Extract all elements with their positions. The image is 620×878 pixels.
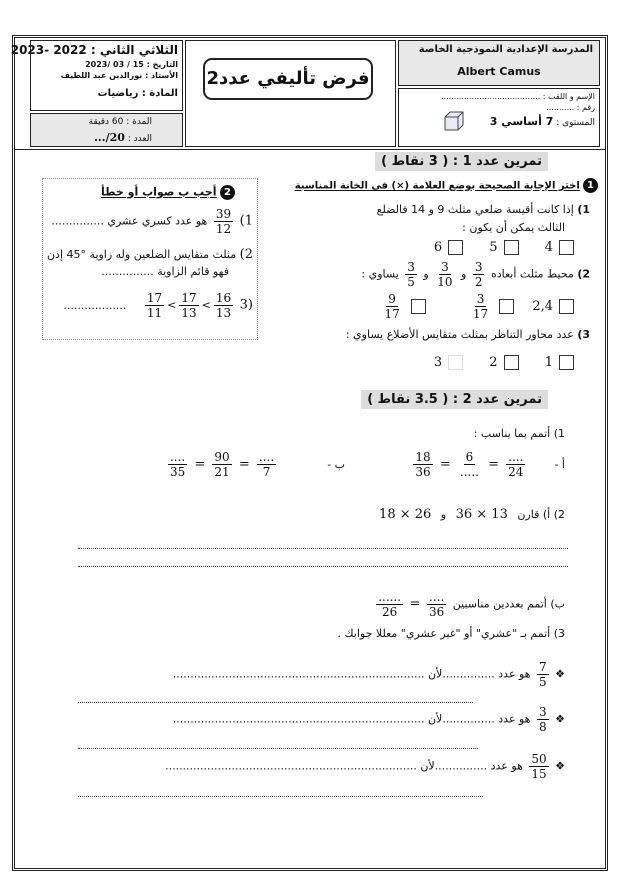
tf-item-3 — [63, 291, 253, 320]
tf-answer-blank[interactable]: .................. — [63, 298, 127, 312]
subject: المادة : رياضيات — [97, 88, 178, 99]
duration-box — [30, 113, 183, 147]
q1-options — [434, 240, 580, 255]
q1-option-label: 5 — [489, 240, 498, 255]
q1-option-checkbox[interactable] — [504, 240, 519, 255]
duration: المدة : 60 دقيقة — [88, 117, 152, 127]
equals: = — [194, 457, 206, 472]
numerator: 17 — [146, 291, 163, 305]
denominator: 13 — [181, 306, 197, 320]
denominator: 15 — [531, 767, 547, 781]
q1 — [377, 203, 590, 216]
date: التاريخ : 15 / 03 /2023 — [85, 60, 178, 69]
and-word: و — [440, 508, 447, 521]
part1-instruction: اختر الإجابة الصحيحة بوضع العلامة (×) في الخانة المناسبة — [294, 180, 580, 192]
q3-text: عدد محاور التناظر بمثلث متقايس الأضلاع يساوي : — [345, 328, 574, 341]
numerator[interactable]: .... — [258, 450, 275, 464]
answer-line[interactable] — [78, 702, 473, 703]
q3-option-label: 2 — [489, 355, 498, 370]
numerator[interactable]: .... — [429, 590, 445, 604]
numerator: 3 — [441, 260, 449, 274]
denominator: 17 — [472, 307, 489, 321]
greater-than: > — [167, 298, 177, 312]
q3-option-label: 3 — [433, 355, 443, 370]
ex2-title: تمرين عدد 2 : ( 3.5 نقاط ) — [361, 390, 548, 409]
level-value: 7 أساسي 3 — [489, 115, 554, 128]
numerator: 6 — [465, 450, 474, 464]
q2b-label: ب) أتمم بعددين مناسبين — [452, 597, 565, 611]
q2-text-a: محيط مثلث أبعاده — [490, 267, 574, 281]
q3-number: 3) — [577, 328, 590, 341]
denominator: 10 — [437, 275, 453, 289]
tf-item-text: هو عدد كسري عشري — [107, 214, 208, 228]
denominator: 11 — [146, 306, 163, 320]
q2-fraction — [435, 260, 454, 289]
grade-value: .../20 — [94, 131, 125, 144]
denominator: 7 — [262, 465, 271, 479]
term: الثلاثي الثاني : 2022 -2023 — [10, 43, 178, 57]
ex2-q1-label: 1) أتمم بما يناسب : — [473, 427, 565, 440]
tf-item-number: 2) — [239, 247, 253, 262]
q2-number: 2) — [577, 267, 590, 281]
q2-fraction — [473, 260, 485, 289]
denominator: 36 — [429, 605, 445, 619]
answer-line[interactable] — [78, 566, 568, 567]
student-number-field[interactable]: رقم : ........... — [546, 103, 595, 112]
tf-item-number: 1) — [239, 213, 253, 229]
q3-option-checkbox[interactable] — [504, 355, 519, 370]
teacher: الأستاذ : نورالدين عبد اللطيف — [60, 71, 178, 80]
numerator: 3 — [407, 260, 415, 274]
q2a-label: 2) أ) قارن — [517, 508, 565, 521]
school-name-latin: Albert Camus — [457, 65, 541, 78]
title-box — [185, 40, 396, 147]
denominator: 17 — [384, 307, 400, 321]
exam-info-box — [10, 40, 183, 111]
school-box — [398, 40, 600, 86]
denominator: 12 — [215, 222, 232, 236]
numerator[interactable]: .... — [169, 450, 186, 464]
decimal-item — [173, 705, 565, 734]
q3-option-checkbox[interactable] — [448, 355, 463, 370]
part-a-label: أ - — [554, 458, 565, 471]
numerator[interactable]: .... — [508, 450, 524, 464]
ex2-q2a — [373, 507, 565, 522]
q2-options — [379, 292, 580, 321]
q2-option-checkbox[interactable] — [411, 299, 426, 314]
numerator: 9 — [388, 292, 396, 306]
q1-number: 1) — [577, 203, 590, 216]
q2-text-b: يساوي : — [361, 267, 399, 281]
part2-number-icon: 2 — [220, 185, 235, 200]
denominator[interactable]: ..... — [459, 465, 479, 479]
decimal-item — [173, 660, 565, 689]
numerator: 90 — [214, 450, 230, 464]
numerator[interactable]: ...... — [378, 590, 402, 604]
denominator: 13 — [215, 306, 232, 320]
tf-answer-blank[interactable]: ............... — [101, 265, 154, 278]
denominator: 24 — [508, 465, 524, 479]
q2-fraction — [405, 260, 417, 289]
numerator: 17 — [181, 291, 197, 305]
decimal-item-text[interactable]: هو عدد ...............لأن ........................................................................ — [172, 712, 531, 726]
numerator: 16 — [215, 291, 232, 305]
answer-line[interactable] — [78, 548, 568, 549]
ex2-q1-b — [165, 450, 345, 479]
q1-line2: الثالث يمكن أن يكون : — [462, 221, 565, 234]
tf-answer-blank[interactable]: ............... — [51, 214, 104, 228]
numerator: 3 — [538, 705, 547, 719]
q1-option-label: 4 — [544, 240, 553, 255]
part2-title: أجب ب صواب أو خطأ — [101, 185, 217, 199]
decimal-item-text[interactable]: هو عدد ...............لأن ........................................................................ — [172, 667, 531, 681]
part1-number-icon: 1 — [583, 178, 598, 193]
cube-icon — [443, 110, 465, 132]
decimal-item-text[interactable]: هو عدد ...............لأن ........................................................................ — [165, 759, 523, 773]
q2-option-label: 2,4 — [532, 299, 553, 314]
equals: = — [439, 457, 451, 472]
and-word: و — [461, 267, 467, 281]
tf-item-2 — [47, 247, 253, 262]
grade-label: العدد : — [127, 134, 152, 144]
bullet-icon: ❖ — [555, 667, 565, 681]
numerator: 18 — [415, 450, 431, 464]
q2-option-checkbox[interactable] — [499, 299, 514, 314]
greater-than: > — [201, 298, 211, 312]
bullet-icon: ❖ — [555, 759, 565, 773]
denominator: 35 — [169, 465, 186, 479]
decimal-item — [165, 752, 565, 781]
denominator: 5 — [538, 675, 547, 689]
numerator: 3 — [474, 260, 483, 274]
tf-item-number: (3 — [239, 297, 253, 313]
ex2-q1-a — [410, 450, 565, 479]
level-label: المستوى : — [556, 118, 595, 128]
ex2-q2b — [373, 590, 565, 619]
part-b-label: ب - — [327, 458, 345, 471]
q3-option-label: 1 — [544, 355, 553, 370]
denominator: 36 — [415, 465, 431, 479]
numerator: 50 — [531, 752, 547, 766]
equals: = — [238, 457, 250, 472]
student-info-box — [398, 88, 600, 147]
school-name: المدرسة الإعدادية النموذجية الخاصة — [418, 44, 593, 55]
exam-title: فرض تأليفي عدد2 — [203, 58, 373, 100]
denominator: 8 — [538, 720, 547, 734]
answer-line[interactable] — [78, 748, 478, 749]
q2 — [361, 260, 590, 289]
tf-item-2-line2 — [101, 265, 229, 278]
equals: = — [409, 596, 421, 612]
denominator: 26 — [382, 605, 398, 619]
denominator: 21 — [214, 465, 230, 479]
ex2-q3-label: 3) أتمم بـ "عشري" أو "غير عشري" معللا جوابك . — [337, 627, 565, 640]
student-name-field[interactable]: الإسم و اللقب : ....................................... — [441, 92, 595, 101]
q1-option-label: 6 — [433, 240, 443, 255]
ex1-title: تمرين عدد 1 : ( 3 نقاط ) — [375, 152, 548, 171]
and-word: و — [423, 267, 429, 281]
q3-option-checkbox[interactable] — [559, 355, 574, 370]
header-divider — [14, 149, 606, 150]
tf-item-text: مثلث متقايس الضلعين وله زاوية °45 إذن — [46, 248, 237, 261]
expression-2: 18 × 26 — [379, 507, 432, 522]
q2-option-checkbox[interactable] — [559, 299, 574, 314]
q3 — [346, 328, 590, 341]
tf-item-1 — [51, 207, 253, 236]
denominator: 2 — [474, 275, 483, 289]
q1-line1: إذا كانت أقيسة ضلعي مثلث 9 و 14 فالضلع — [376, 203, 574, 216]
q3-options — [434, 355, 580, 370]
q1-option-checkbox[interactable] — [448, 240, 463, 255]
true-false-box — [42, 178, 258, 340]
equals: = — [488, 457, 500, 472]
denominator: 5 — [407, 275, 415, 289]
numerator: 7 — [538, 660, 547, 674]
expression-1: 36 × 13 — [455, 507, 508, 522]
tf-item-text: فهو قائم الزاوية — [157, 265, 229, 278]
bullet-icon: ❖ — [555, 712, 565, 726]
numerator: 39 — [215, 207, 232, 221]
numerator: 3 — [476, 292, 485, 306]
q1-option-checkbox[interactable] — [559, 240, 574, 255]
answer-line[interactable] — [78, 796, 483, 797]
